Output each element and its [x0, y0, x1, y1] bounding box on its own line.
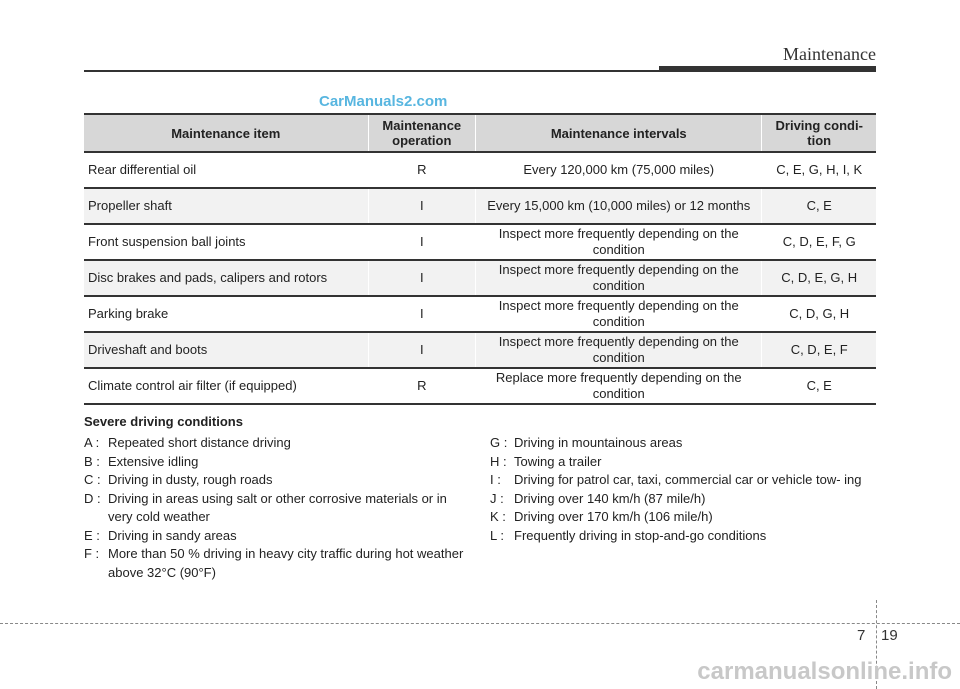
- condition-item: [490, 527, 880, 546]
- condition-letter: G :: [490, 435, 508, 450]
- col-header-conditions: Driving condi- tion: [762, 114, 876, 152]
- condition-item: [490, 508, 880, 527]
- cell-interval: Inspect more frequently depending on the condition: [476, 260, 762, 296]
- condition-text: Frequently driving in stop-and-go conditions: [514, 527, 767, 543]
- cell-conditions: C, D, E, G, H: [762, 260, 876, 296]
- condition-text: Towing a trailer: [514, 453, 602, 469]
- condition-text: Driving in areas using salt or other corrosive materials or in very cold weather: [108, 490, 447, 524]
- section-title: Maintenance: [783, 44, 876, 64]
- col-header-item: Maintenance item: [84, 114, 368, 152]
- condition-text: Driving in mountainous areas: [514, 435, 683, 450]
- condition-item: [490, 434, 880, 453]
- condition-letter: C :: [84, 472, 101, 487]
- conditions-list-right: [490, 434, 880, 545]
- cell-conditions: C, E: [762, 368, 876, 404]
- condition-text: More than 50 % driving in heavy city traffic during hot weather above 32°C (90°F): [108, 546, 464, 580]
- cell-operation: I: [368, 260, 476, 296]
- page-number: 19: [881, 627, 898, 644]
- footer-divider: [0, 623, 960, 624]
- table-row: [84, 152, 876, 188]
- condition-item: [84, 471, 464, 490]
- cell-operation: I: [368, 296, 476, 332]
- condition-item: [490, 471, 880, 490]
- condition-item: [84, 434, 464, 453]
- table-row: [84, 260, 876, 296]
- header-rule: [84, 70, 659, 72]
- table-header-row: [84, 114, 876, 152]
- table-row: [84, 296, 876, 332]
- cell-conditions: C, D, E, F: [762, 332, 876, 368]
- cell-interval: Inspect more frequently depending on the condition: [476, 296, 762, 332]
- cell-interval: Every 15,000 km (10,000 miles) or 12 months: [476, 188, 762, 224]
- condition-letter: D :: [84, 490, 101, 506]
- condition-letter: A :: [84, 435, 100, 450]
- condition-text: Extensive idling: [108, 453, 199, 469]
- chapter-number: 7: [857, 627, 866, 644]
- cell-conditions: C, D, G, H: [762, 296, 876, 332]
- cell-operation: I: [368, 224, 476, 260]
- cell-item: Driveshaft and boots: [84, 332, 368, 368]
- cell-conditions: C, E: [762, 188, 876, 224]
- condition-item: [84, 527, 464, 546]
- cell-item: Propeller shaft: [84, 188, 368, 224]
- cell-interval: Inspect more frequently depending on the condition: [476, 224, 762, 260]
- cell-conditions: C, D, E, F, G: [762, 224, 876, 260]
- condition-item: [84, 545, 464, 582]
- col-header-intervals: Maintenance intervals: [476, 114, 762, 152]
- table-row: [84, 368, 876, 404]
- cell-item: Disc brakes and pads, calipers and rotors: [84, 260, 368, 296]
- maintenance-table: [84, 113, 876, 405]
- condition-item: [84, 490, 464, 527]
- condition-letter: J :: [490, 490, 504, 506]
- cell-item: Climate control air filter (if equipped): [84, 368, 368, 404]
- header-rule-thick: [659, 66, 876, 72]
- conditions-list-left: [84, 434, 464, 582]
- cell-operation: R: [368, 368, 476, 404]
- condition-letter: B :: [84, 453, 100, 469]
- condition-letter: H :: [490, 453, 507, 469]
- condition-letter: E :: [84, 527, 100, 543]
- condition-text: Driving in sandy areas: [108, 527, 237, 543]
- cell-item: Front suspension ball joints: [84, 224, 368, 260]
- condition-text: Driving over 140 km/h (87 mile/h): [514, 490, 706, 506]
- cell-operation: R: [368, 152, 476, 188]
- cell-interval: Every 120,000 km (75,000 miles): [476, 152, 762, 188]
- cell-conditions: C, E, G, H, I, K: [762, 152, 876, 188]
- watermark-top: CarManuals2.com: [319, 93, 448, 110]
- cell-operation: I: [368, 332, 476, 368]
- condition-letter: I :: [490, 472, 501, 487]
- condition-letter: K :: [490, 509, 506, 524]
- cell-item: Rear differential oil: [84, 152, 368, 188]
- condition-item: [84, 453, 464, 472]
- condition-letter: L :: [490, 527, 504, 543]
- cell-operation: I: [368, 188, 476, 224]
- table-row: [84, 332, 876, 368]
- condition-letter: F :: [84, 546, 100, 561]
- condition-text: Driving for patrol car, taxi, commercial car or vehicle tow- ing: [514, 472, 862, 487]
- condition-text: Repeated short distance driving: [108, 435, 291, 450]
- condition-item: [490, 490, 880, 509]
- cell-interval: Inspect more frequently depending on the condition: [476, 332, 762, 368]
- condition-item: [490, 453, 880, 472]
- condition-text: Driving in dusty, rough roads: [108, 472, 273, 487]
- severe-conditions-title: Severe driving conditions: [84, 414, 243, 429]
- cell-item: Parking brake: [84, 296, 368, 332]
- condition-text: Driving over 170 km/h (106 mile/h): [514, 509, 713, 524]
- cell-interval: Replace more frequently depending on the condition: [476, 368, 762, 404]
- table-row: [84, 188, 876, 224]
- col-header-operation: Maintenance operation: [368, 114, 476, 152]
- watermark-bottom: carmanualsonline.info: [697, 658, 952, 685]
- table-row: [84, 224, 876, 260]
